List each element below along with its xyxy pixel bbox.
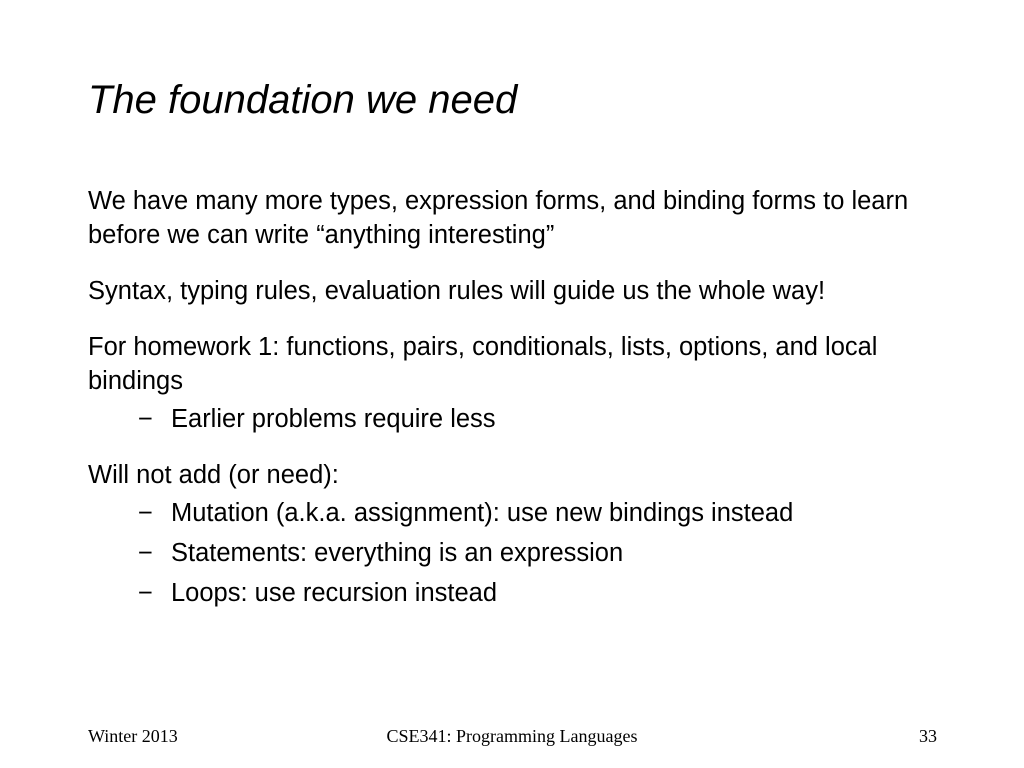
footer-page-number: 33 bbox=[919, 726, 937, 746]
slide-footer bbox=[0, 724, 1024, 748]
sub-item-text: Earlier problems require less bbox=[171, 405, 496, 433]
homework-sublist bbox=[88, 402, 948, 436]
sub-item-text: Statements: everything is an expression bbox=[171, 539, 624, 567]
dash-bullet-icon: − bbox=[138, 579, 153, 607]
dash-bullet-icon: − bbox=[138, 405, 153, 433]
slide-title: The foundation we need bbox=[88, 78, 518, 122]
not-add-sublist bbox=[88, 496, 948, 610]
sub-item-text: Loops: use recursion instead bbox=[171, 579, 498, 607]
dash-bullet-icon: − bbox=[138, 539, 153, 567]
sub-item bbox=[88, 536, 948, 570]
sub-item-text: Mutation (a.k.a. assignment): use new bindings instead bbox=[171, 499, 794, 527]
sub-item bbox=[88, 402, 948, 436]
dash-bullet-icon: − bbox=[138, 499, 153, 527]
slide-body bbox=[88, 184, 948, 632]
sub-item bbox=[88, 496, 948, 530]
paragraph-homework: For homework 1: functions, pairs, conditionals, lists, options, and local bindings bbox=[88, 333, 878, 395]
paragraph-rules: Syntax, typing rules, evaluation rules will guide us the whole way! bbox=[88, 277, 826, 305]
footer-course: CSE341: Programming Languages bbox=[386, 726, 638, 746]
footer-date: Winter 2013 bbox=[88, 726, 178, 746]
paragraph-not-add: Will not add (or need): bbox=[88, 461, 339, 489]
sub-item bbox=[88, 576, 948, 610]
paragraph-intro: We have many more types, expression forms, and binding forms to learn before we can write “anything interesting” bbox=[88, 187, 909, 249]
